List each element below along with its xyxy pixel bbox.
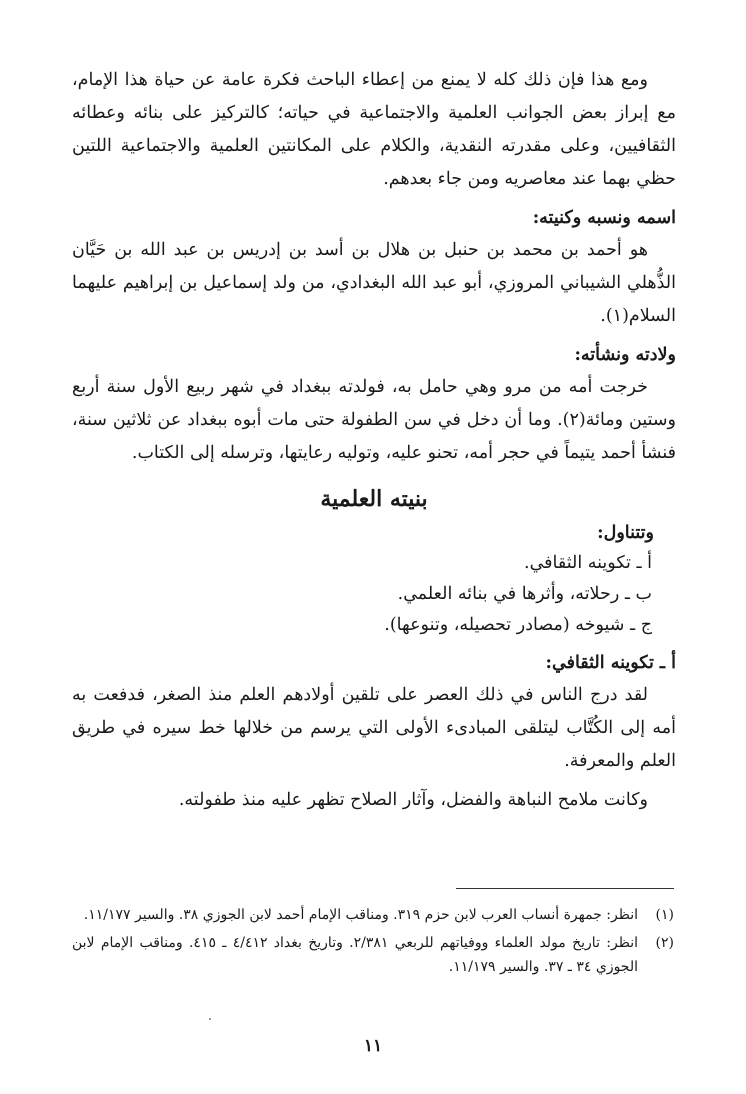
topics-list bbox=[72, 548, 676, 641]
footnote bbox=[72, 903, 674, 927]
list-intro: وتتناول: bbox=[597, 523, 654, 543]
footnote-number: (٢) bbox=[655, 935, 674, 951]
subsection-heading: أ ـ تكوينه الثقافي: bbox=[545, 653, 676, 673]
culture-paragraph: لقد درج الناس في ذلك العصر على تلقين أولادهم العلم منذ الصغر، فدفعت به أمه إلى الكُتَّاب ليتلقى المبادىء الأولى التي يرسم من خلالها خط سيره في طريق العلم والمعرفة. bbox=[72, 685, 676, 771]
section-title: بنيته العلمية bbox=[320, 486, 428, 512]
name-paragraph: هو أحمد بن محمد بن حنبل بن هلال بن أسد بن إدريس بن عبد الله بن حَيَّان الذُّهلي الشيباني المروزي، أبو عبد الله البغدادي، من ولد إسماعيل بن إبراهيم عليهما السلام(١). bbox=[72, 240, 676, 326]
list-item: ب ـ رحلاته، وأثرها في بنائه العلمي. bbox=[397, 584, 652, 604]
footnotes bbox=[72, 888, 674, 983]
intro-paragraph: ومع هذا فإن ذلك كله لا يمنع من إعطاء الباحث فكرة عامة عن حياة هذا الإمام، مع إبراز بعض الجوانب العلمية والاجتماعية في حياته؛ كالتركيز على بنائه وعطائه الثقافيين، وعلى مقدرته النقدية، والكلام على المكانتين العلمية والاجتماعية اللتين حظي بهما عند معاصريه ومن جاء بعدهم. bbox=[72, 70, 676, 189]
birth-paragraph: خرجت أمه من مرو وهي حامل به، فولدته ببغداد في شهر ربيع الأول سنة أربع وستين ومائة(٢). وما أن دخل في سن الطفولة حتى مات أبوه ببغداد عن ثلاثين سنة، فنشأ أحمد يتيماً في حجر أمه، تحنو عليه، وتوليه رعايتها، وترسله إلى الكتاب. bbox=[72, 377, 676, 463]
footnote-text: انظر: تاريخ مولد العلماء ووفياتهم للربعي ٢/٣٨١. وتاريخ بغداد ٤/٤١٢ ـ ٤١٥. ومناقب الإمام لابن الجوزي ٣٤ ـ ٣٧. والسير ١١/١٧٩. bbox=[72, 935, 638, 975]
footnote-divider bbox=[456, 888, 674, 889]
name-heading: اسمه ونسبه وكنيته: bbox=[532, 208, 676, 228]
birth-heading: ولادته ونشأته: bbox=[574, 345, 676, 365]
culture-paragraph-2: وكانت ملامح النباهة والفضل، وآثار الصلاح تظهر عليه منذ طفولته. bbox=[178, 790, 648, 810]
page-number: ١١ bbox=[363, 1036, 383, 1056]
stray-mark bbox=[209, 1018, 211, 1020]
footnote-text: انظر: جمهرة أنساب العرب لابن حزم ٣١٩. ومناقب الإمام أحمد لابن الجوزي ٣٨. والسير ١١/١٧٧. bbox=[83, 907, 638, 923]
footnote-number: (١) bbox=[655, 907, 674, 923]
page-body bbox=[72, 64, 676, 817]
list-item: أ ـ تكوينه الثقافي. bbox=[524, 553, 652, 573]
list-item: ج ـ شيوخه (مصادر تحصيله، وتنوعها). bbox=[384, 615, 652, 635]
footnote bbox=[72, 931, 674, 979]
